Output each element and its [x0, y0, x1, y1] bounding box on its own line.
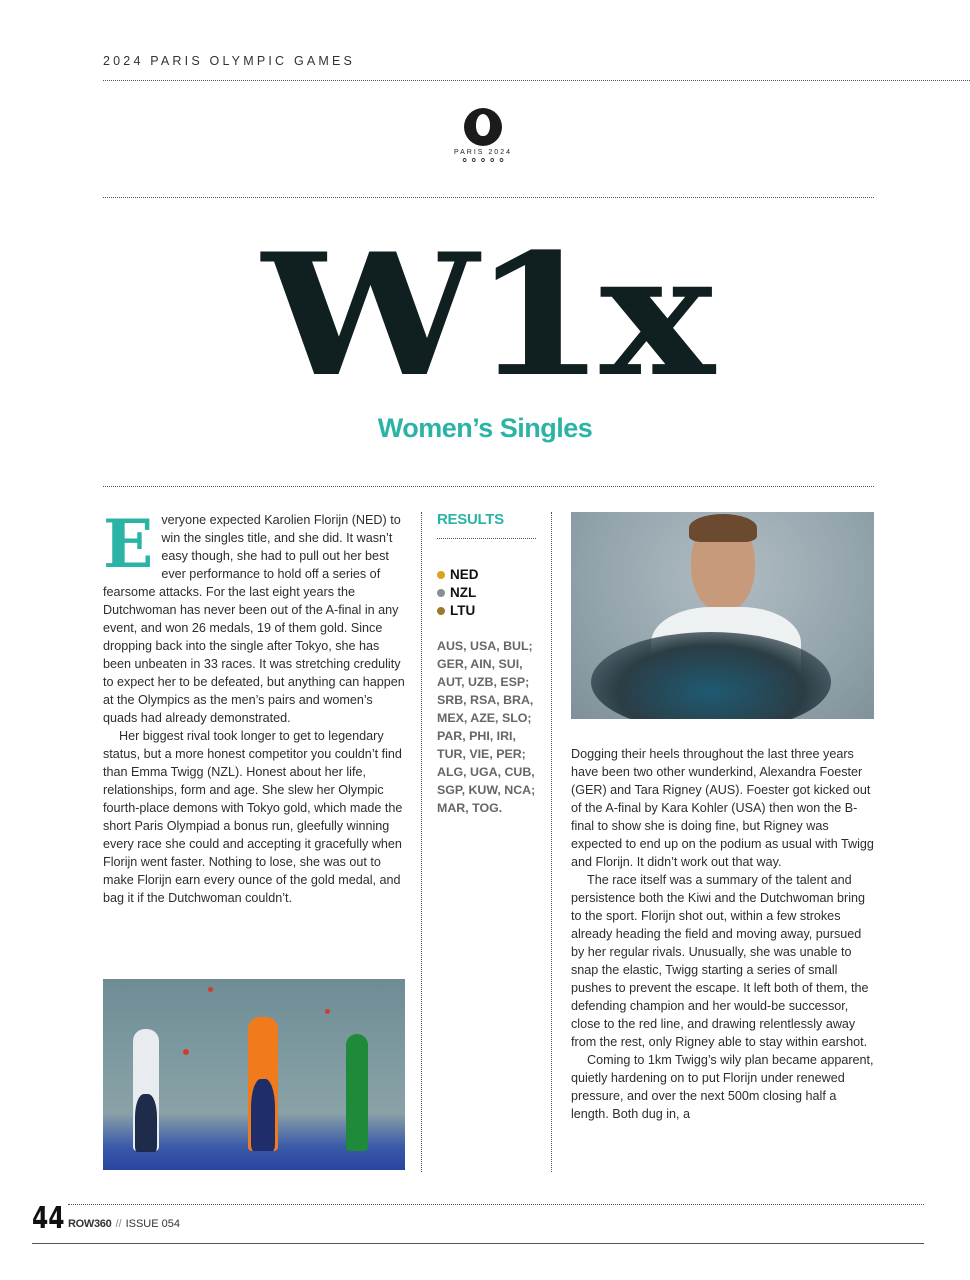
paragraph: Her biggest rival took longer to get to legendary status, but a more honest competitor you couldn’t find than Emma Twigg (NZL). Honest about her life, relationships, form and age. She slew her Olympic fourth-place demons with Tokyo gold, which made the short Paris Olympiad a bonus run, gleefully winning every race she could and accepting it gracefully when Florijn went faster. Nothing to lose, she was out to make Florijn earn every ounce of the gold medal, and bag it if the Dutchwoman couldn’t.	[103, 729, 403, 905]
event-code-title: W1x	[262, 216, 708, 414]
bronze-medal-icon	[437, 607, 445, 615]
medal-row-bronze	[437, 602, 479, 620]
olympic-rings-icon: ⚬⚬⚬⚬⚬	[459, 155, 507, 167]
medal-country: LTU	[450, 603, 476, 618]
medal-list	[437, 566, 479, 620]
title-rule	[103, 486, 874, 487]
footer-rule	[68, 1204, 924, 1205]
article-column-1	[103, 505, 405, 907]
brand-name: ROW360	[68, 1218, 112, 1230]
paragraph: Dogging their heels throughout the last three years have been two other wunderkind, Alexandra Foester (GER) and Tara Rigney (AUS). Foester got kicked out of the A-final by Kara Kohler (USA) then won the B-final to show she is doing fine, but Rigney was expected to end up on the podium as usual with Twigg and Florijn. It didn’t work out that way.	[571, 747, 874, 869]
drop-cap: E	[103, 505, 154, 583]
red-buoy	[183, 1049, 189, 1055]
silver-medal-icon	[437, 589, 445, 597]
section-label: 2024 PARIS OLYMPIC GAMES	[103, 54, 356, 68]
podium-photo	[103, 979, 405, 1170]
header-rule	[103, 80, 970, 81]
medal-country: NZL	[450, 585, 477, 600]
column-divider	[421, 512, 422, 1172]
page-number: 44	[32, 1201, 65, 1236]
athlete-hair	[689, 514, 757, 542]
gold-medal-icon	[437, 571, 445, 579]
footer-separator: //	[115, 1218, 122, 1230]
article-column-3	[571, 745, 875, 1123]
other-finishers: AUS, USA, BUL; GER, AIN, SUI, AUT, UZB, ESP; SRB, RSA, BRA, MEX, AZE, SLO; PAR, PHI, IRI, TUR, VIE, PER; ALG, UGA, CUB, SGP, KUW, NCA; MAR, TOG.	[437, 639, 536, 815]
results-rule	[437, 538, 536, 539]
paragraph: Coming to 1km Twigg’s wily plan became apparent, quietly hardening on to put Florijn under renewed pressure, and over the next 500m closing half a length. Both dug in, a	[571, 1053, 874, 1121]
medal-row-silver	[437, 584, 479, 602]
athlete-portrait-photo	[571, 512, 874, 719]
logo-rule	[103, 197, 874, 198]
column-divider	[551, 512, 552, 1172]
paragraph: The race itself was a summary of the talent and persistence both the Kiwi and the Dutchwoman bring to the sport. Florijn shot out, within a few strokes already heading the field and moving away, pursued by her regular rivals. Unusually, she was unable to snap the elastic, Twigg starting a series of small pushes to prevent the escape. It left both of them, the defending champion and her would-be successor, close to the red line, and drawing relentlessly away from the rest, only Rigney able to stay within earshot.	[571, 873, 869, 1049]
issue-label: ISSUE 054	[125, 1218, 180, 1230]
athlete-figure	[251, 1079, 275, 1151]
medal-country: NED	[450, 567, 479, 582]
athlete-figure	[346, 1034, 368, 1151]
paragraph: veryone expected Karolien Florijn (NED) to win the singles title, and she did. It wasn’t easy though, she had to pull out her best ever performance to hold off a series of fearsome attacks. For the last eight years the Dutchwoman has never been out of the A-final in any event, and won 26 medals, 19 of them gold. Since dropping back into the single after Tokyo, she has been unbeaten in 33 races. It was stretching credulity to expect her to be defeated, but anything can happen at the Olympics as the men’s pairs and women’s quads had already demonstrated.	[103, 513, 405, 725]
athlete-figure	[135, 1094, 157, 1152]
logo-text: PARIS 2024	[453, 149, 512, 156]
footer-line	[32, 1243, 924, 1244]
red-buoy	[208, 987, 213, 992]
results-heading: RESULTS	[437, 511, 504, 528]
event-name-subtitle: Women’s Singles	[377, 413, 593, 443]
paris-2024-logo	[448, 108, 518, 178]
medal-row-gold	[437, 566, 479, 584]
flame-icon	[464, 108, 502, 146]
red-buoy	[325, 1009, 330, 1014]
footer-brand	[68, 1218, 180, 1230]
